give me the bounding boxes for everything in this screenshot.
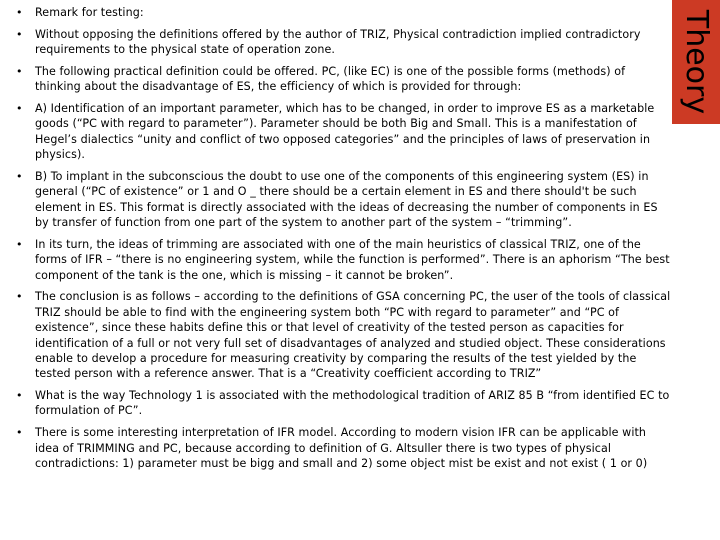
bullet-dot: •: [16, 101, 23, 115]
bullet-text: The following practical definition could be offered. PC, (like EC) is one of the possible forms (methods) of thinking about the disadvantage of ES, the efficiency of which is provided for through:: [35, 64, 626, 94]
bullet-text: Remark for testing:: [35, 6, 144, 19]
bullet-dot: •: [16, 64, 23, 78]
bullet-item: [16, 289, 672, 381]
bullet-dot: •: [16, 237, 23, 251]
bullet-dot: •: [16, 169, 23, 183]
bullet-item: [16, 425, 672, 471]
bullet-text: There is some interesting interpretation of IFR model. According to modern vision IFR can be applicable with idea of TRIMMING and PC, because according to definition of G. Altsuller there is two types of physical contradictions: 1) parameter must be bigg and small and 2) some object mist be exist and not exist ( 1 or 0): [35, 426, 648, 470]
bullet-text: In its turn, the ideas of trimming are associated with one of the main heuristics of classical TRIZ, one of the forms of IFR – “there is no engineering system, while the function is performed”. There is an aphorism “The best component of the tank is the one, which is missing – it cannot be broken”.: [35, 237, 670, 282]
bullet-item: [16, 237, 672, 283]
bullet-item: [16, 27, 672, 58]
bullet-item: [16, 101, 672, 163]
bullet-dot: •: [16, 389, 23, 403]
bullet-dot: •: [16, 290, 23, 304]
bullet-item: [16, 5, 672, 20]
bullet-item: [16, 64, 672, 95]
bullet-text: Without opposing the definitions offered by the author of TRIZ, Physical contradiction implied contradictory requirements to the physical state of operation zone.: [35, 27, 641, 57]
bullet-text: What is the way Technology 1 is associated with the methodological tradition of ARIZ 85 B “from identified EC to formulation of PC”.: [35, 389, 670, 418]
bullet-item: [16, 169, 672, 231]
bullet-list: [16, 5, 672, 471]
title-bar: [672, 0, 720, 124]
slide-content: [16, 5, 672, 471]
slide-title: Theory: [679, 9, 714, 115]
bullet-dot: •: [16, 426, 23, 440]
bullet-text: B) To implant in the subconscious the doubt to use one of the components of this engineering system (ES) in general (“PC of existence” or 1 and O _ there should be a certain element in ES and there should't be such element in ES. This format is directly associated with the ideas of decreasing the number of components in ES by transfer of function from one part of the system to another part of the system – “trimming”.: [35, 169, 658, 230]
bullet-item: [16, 388, 672, 419]
bullet-dot: •: [16, 27, 23, 41]
bullet-dot: •: [16, 6, 23, 19]
bullet-text: The conclusion is as follows – according to the definitions of GSA concerning PC, the user of the tools of classical TRIZ should be able to find with the engineering system both “PC with regard to parameter” and “PC of existence”, since these habits define this or that level of creativity of the tested person as capacities for identification of a full or not very full set of disadvantages of analyzed and studied object. These considerations enable to develop a procedure for measuring creativity by comparing the results of the test yielded by the tested person with a reference answer. That is a “Creativity coefficient according to TRIZ”: [35, 290, 671, 381]
bullet-text: A) Identification of an important parameter, which has to be changed, in order to improve ES as a marketable goods (“PC with regard to parameter”). Parameter should be both Big and Small. This is a manifestation of Hegel’s dialectics “unity and conflict of two opposed categories” and the principles of laws of preservation in physics).: [35, 101, 655, 162]
